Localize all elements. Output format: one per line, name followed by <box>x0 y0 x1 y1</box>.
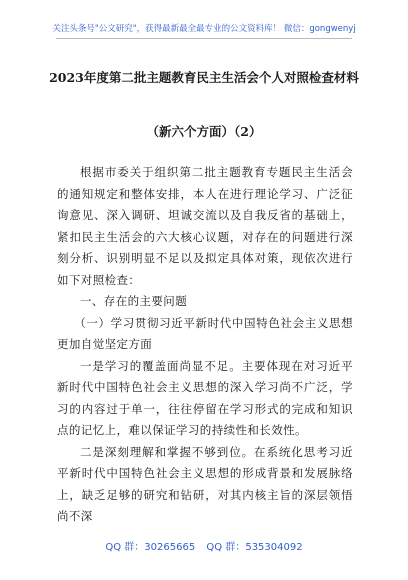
footer-qq-group-1: QQ 群：30265665 <box>105 542 196 553</box>
section-heading: 一、存在的主要问题 <box>80 294 188 308</box>
header-promo-note: 关注头条号"公文研究"，获得最新最全最专业的公文资料库！ 微信：gongwenyj <box>52 24 356 34</box>
document-subtitle: （新六个方面）（2） <box>146 124 262 139</box>
header-divider <box>56 38 352 39</box>
document-body <box>57 162 353 528</box>
document-title: 2023年度第二批主题教育民主生活会个人对照检查材料 <box>49 70 359 85</box>
subsection-heading: （一）学习贯彻习近平新时代中国特色社会主义思想更加自觉坚定方面 <box>57 315 353 351</box>
footer-qq-group-2: QQ 群：535304092 <box>206 542 303 553</box>
body-paragraph-2: 二是深刻理解和掌握不够到位。在系统化思考习近平新时代中国特色社会主义思想的形成背景和发展脉络上，缺乏足够的研究和钻研，对其内核主旨的深层领悟尚不深 <box>57 444 353 523</box>
intro-paragraph: 根据市委关于组织第二批主题教育专题民主生活会的通知规定和整体安排，本人在进行理论学习、广泛征询意见、深入调研、坦诚交流以及自我反省的基础上，紧扣民主生活会的六大核心议题，对存在的问题进行深刻分析、识别明显不足以及拟定具体对策，现依次进行如下对照检查： <box>57 165 353 287</box>
body-paragraph-1: 一是学习的覆盖面尚显不足。主要体现在对习近平新时代中国特色社会主义思想的深入学习尚不广泛，学习的内容过于单一，往往停留在学习形式的完成和知识点的记忆上，难以保证学习的持续性和长效性。 <box>57 358 353 437</box>
footer-contact <box>0 538 408 553</box>
